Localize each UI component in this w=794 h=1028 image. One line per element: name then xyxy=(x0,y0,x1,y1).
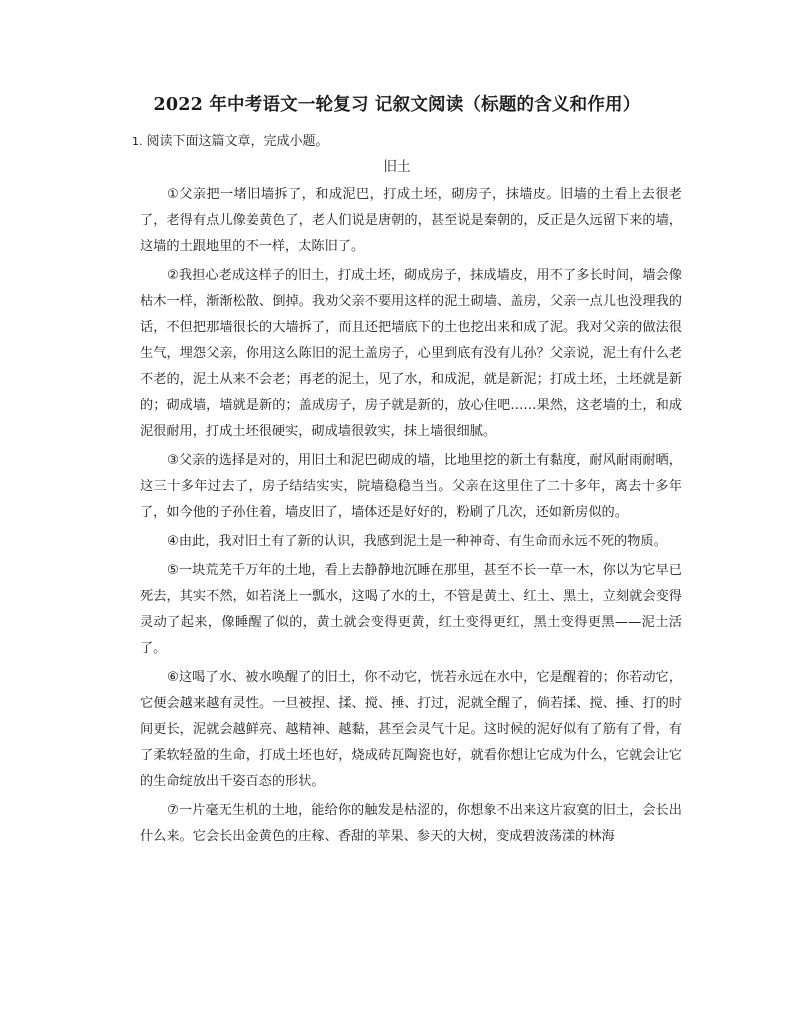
paragraph-3: ③父亲的选择是对的，用旧土和泥巴砌成的墙，比地里挖的新土有黏度，耐风耐雨耐晒，这三十多年过去了，房子结结实实，院墙稳稳当当。父亲在这里住了二十多年，离去十多年了，如今他的子孙住着，墙皮旧了，墙体还是好好的，粉刷了几次，还如新房似的。 xyxy=(140,453,682,520)
article-title: 旧土 xyxy=(383,159,411,175)
paragraph-4: ④由此，我对旧土有了新的认识，我感到泥土是一种神奇、有生命而永远不死的物质。 xyxy=(167,534,667,549)
paragraph-2: ②我担心老成这样子的旧土，打成土坯，砌成房子，抹成墙皮，用不了多长时间，墙会像枯木一样，渐渐松散、倒掉。我劝父亲不要用这样的泥土砌墙、盖房，父亲一点儿也没理我的话，不但把那墙很长的大墙拆了，而且还把墙底下的土也挖出来和成了泥。我对父亲的做法很生气，埋怨父亲，你用这么陈旧的泥土盖房子，心里到底有没有儿孙？父亲说，泥土有什么老不老的，泥土从来不会老；再老的泥土，见了水，和成泥，就是新泥；打成土坯，土坯就是新的；砌成墙，墙就是新的；盖成房子，房子就是新的，放心住吧……果然，这老墙的土，和成泥很耐用，打成土坯很硬实，砌成墙很敦实，抹上墙很细腻。 xyxy=(140,268,682,439)
question-instruction xyxy=(132,131,329,153)
instruction-text: 阅读下面这篇文章，完成小题。 xyxy=(146,134,329,149)
paragraph-1: ①父亲把一堵旧墙拆了，和成泥巴，打成土坯，砌房子，抹墙皮。旧墙的土看上去很老了，老得有点儿像姜黄色了，老人们说是唐朝的，甚至说是秦朝的，反正是久远留下来的墙，这墙的土跟地里的不一样，太陈旧了。 xyxy=(140,187,682,254)
document-title: 2022 年中考语文一轮复习 记叙文阅读（标题的含义和作用） xyxy=(153,95,641,115)
paragraph-7: ⑦一片毫无生机的土地，能给你的触发是枯涩的，你想象不出来这片寂寞的旧土，会长出什么来。它会长出金黄色的庄稼、香甜的苹果、参天的大树，变成碧波荡漾的林海 xyxy=(140,803,682,844)
paragraph-6: ⑥这喝了水、被水唤醒了的旧土，你不动它，恍若永远在水中，它是醒着的；你若动它，它便会越来越有灵性。一旦被捏、揉、搅、捶、打过，泥就全醒了，倘若揉、搅、捶、打的时间更长，泥就会越鲜亮、越精神、越黏，甚至会灵气十足。这时候的泥好似有了筋有了骨，有了柔软轻盈的生命，打成土坯也好，烧成砖瓦陶瓷也好，就看你想让它成为什么，它就会让它的生命绽放出千姿百态的形状。 xyxy=(140,670,682,789)
paragraph-5: ⑤一块荒芜千万年的土地，看上去静静地沉睡在那里，甚至不长一草一木，你以为它早已死去，其实不然，如若浇上一瓢水，这喝了水的土，不管是黄土、红土、黑土，立刻就会变得灵动了起来，像睡醒了似的，黄土就会变得更黄，红土变得更红，黑土变得更黑——泥土活了。 xyxy=(140,563,682,656)
question-number: 1. xyxy=(132,135,143,148)
article-body xyxy=(140,182,682,853)
